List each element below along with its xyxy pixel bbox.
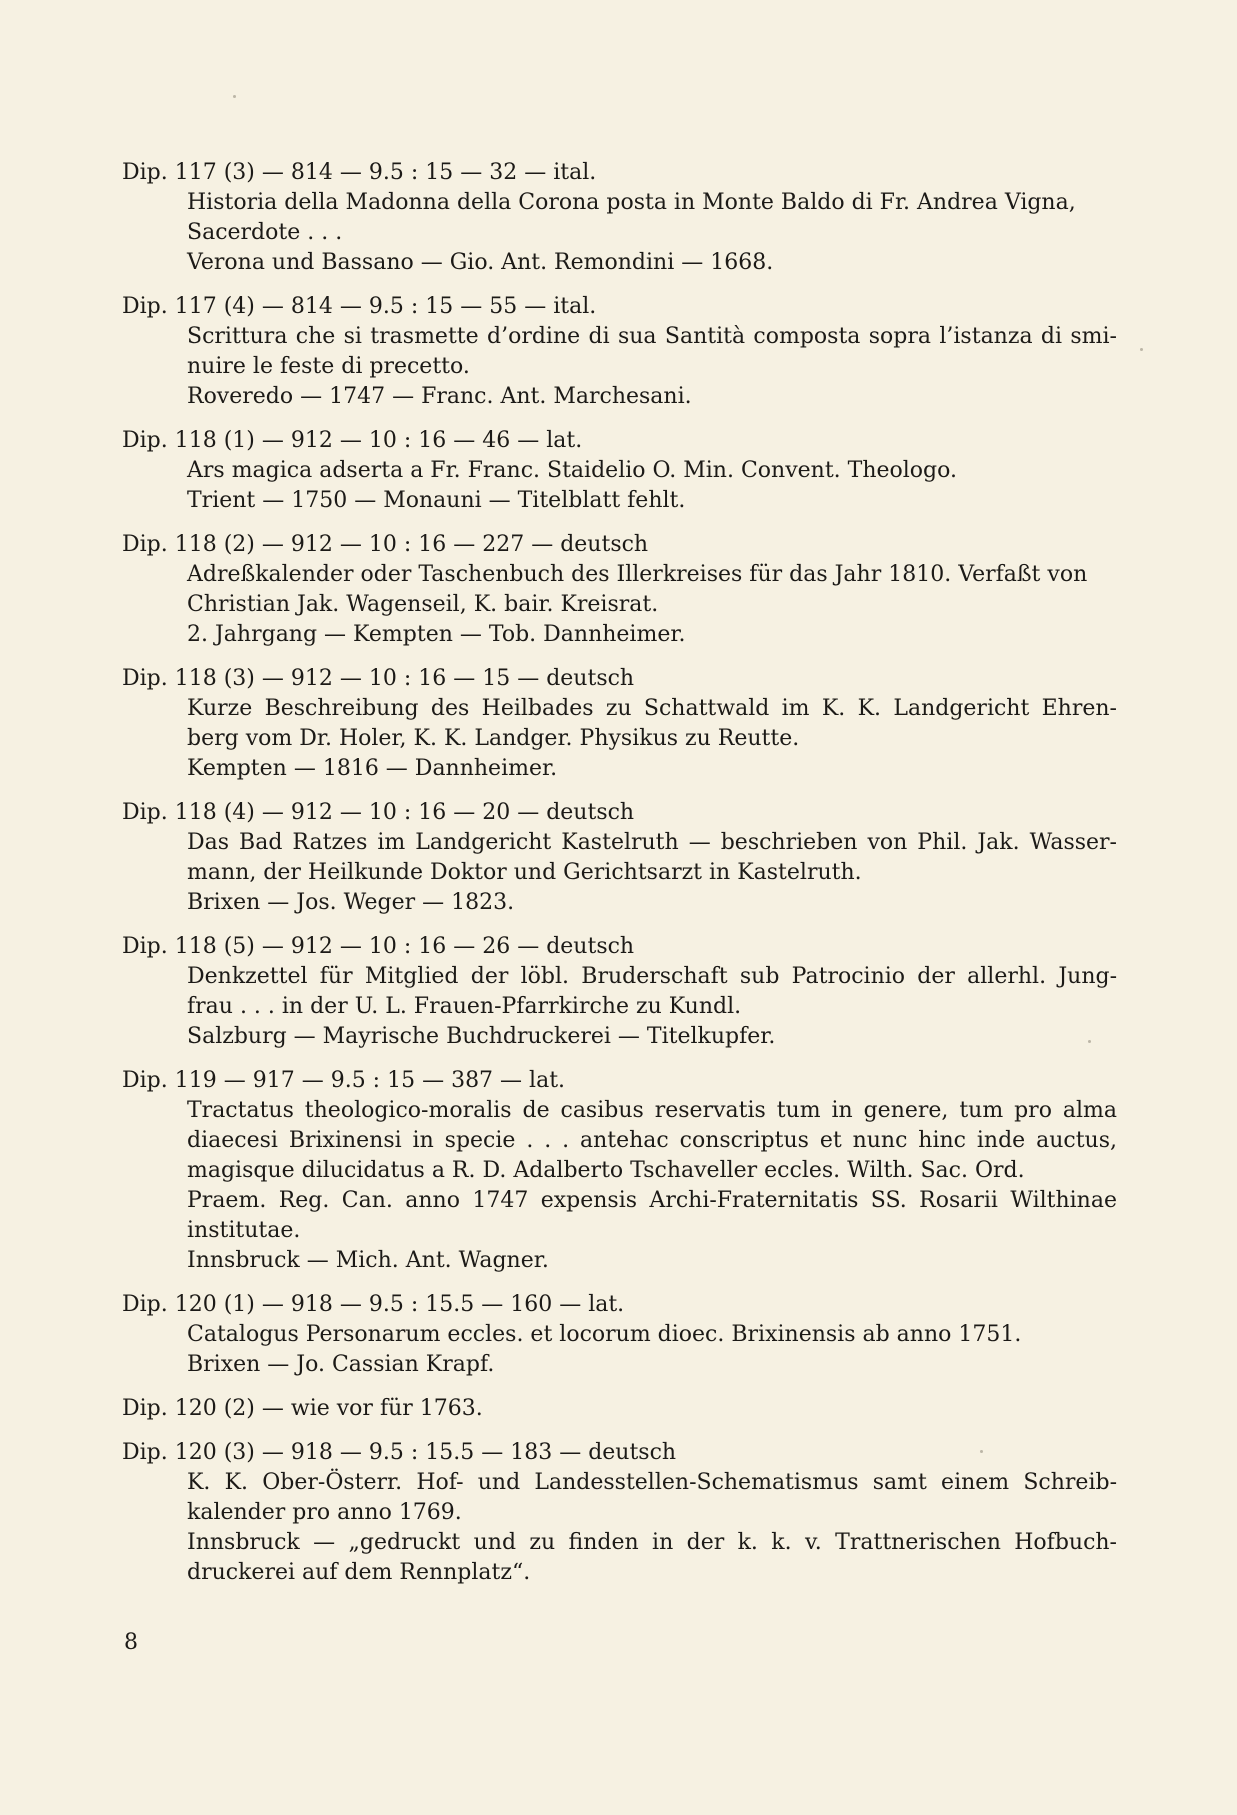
- entry-heading: Dip. 117 (4) — 814 — 9.5 : 15 — 55 — ital.: [122, 294, 597, 319]
- entry-description: [122, 694, 1117, 784]
- entry-heading: Dip. 120 (2) — wie vor für 1763.: [122, 1396, 483, 1421]
- entry-line: mann, der Heilkunde Doktor und Gerichtsarzt in Kastelruth.: [187, 860, 862, 885]
- entry-description: [122, 456, 1117, 516]
- catalog-entries: [122, 158, 1117, 1588]
- entry-description: [122, 1468, 1117, 1588]
- entry-line: Trient — 1750 — Monauni — Titelblatt fehlt.: [187, 488, 686, 513]
- paper-speck: [980, 1450, 983, 1453]
- catalog-entry: [122, 664, 1117, 784]
- entry-line: frau . . . in der U. L. Frauen-Pfarrkirche zu Kundl.: [187, 994, 742, 1019]
- entry-heading: Dip. 120 (3) — 918 — 9.5 : 15.5 — 183 — deutsch: [122, 1440, 677, 1465]
- entry-line: Scrittura che si trasmette d’ordine di sua Santità composta sopra l’istanza di smi-: [187, 324, 1117, 349]
- entry-line: Kempten — 1816 — Dannheimer.: [187, 756, 558, 781]
- entry-description: [122, 188, 1117, 278]
- entry-line: kalender pro anno 1769.: [187, 1500, 462, 1525]
- entry-line: Christian Jak. Wagenseil, K. bair. Kreisrat.: [187, 592, 659, 617]
- entry-line: Brixen — Jo. Cassian Krapf.: [187, 1352, 495, 1377]
- catalog-entry: [122, 530, 1117, 650]
- paper-speck: [1088, 1040, 1091, 1043]
- entry-line: Ars magica adserta a Fr. Franc. Staidelio O. Min. Convent. Theologo.: [187, 458, 957, 483]
- entry-line: Denkzettel für Mitglied der löbl. Bruderschaft sub Patrocinio der allerhl. Jung-: [187, 964, 1117, 989]
- entry-heading: Dip. 119 — 917 — 9.5 : 15 — 387 — lat.: [122, 1068, 566, 1093]
- entry-heading: Dip. 118 (4) — 912 — 10 : 16 — 20 — deutsch: [122, 800, 635, 825]
- entry-line: Tractatus theologico-moralis de casibus reservatis tum in genere, tum pro alma: [187, 1098, 1117, 1123]
- entry-line: Salzburg — Mayrische Buchdruckerei — Titelkupfer.: [187, 1024, 776, 1049]
- entry-line: Verona und Bassano — Gio. Ant. Remondini — 1668.: [187, 250, 774, 275]
- entry-description: [122, 962, 1117, 1052]
- entry-line: Das Bad Ratzes im Landgericht Kastelruth — beschrieben von Phil. Jak. Wasser-: [187, 830, 1117, 855]
- paper-speck: [1140, 348, 1143, 351]
- entry-line: Brixen — Jos. Weger — 1823.: [187, 890, 515, 915]
- entry-line: nuire le feste di precetto.: [187, 354, 470, 379]
- entry-line: magisque dilucidatus a R. D. Adalberto Tschaveller eccles. Wilth. Sac. Ord.: [187, 1158, 1025, 1183]
- entry-line: druckerei auf dem Rennplatz“.: [187, 1560, 531, 1585]
- catalog-entry: [122, 1066, 1117, 1276]
- entry-description: [122, 322, 1117, 412]
- entry-heading: Dip. 118 (1) — 912 — 10 : 16 — 46 — lat.: [122, 428, 583, 453]
- catalog-entry: [122, 1394, 1117, 1424]
- entry-description: [122, 560, 1117, 650]
- entry-line: Roveredo — 1747 — Franc. Ant. Marchesani.: [187, 384, 692, 409]
- entry-heading: Dip. 118 (5) — 912 — 10 : 16 — 26 — deutsch: [122, 934, 635, 959]
- catalog-entry: [122, 798, 1117, 918]
- catalog-entry: [122, 932, 1117, 1052]
- catalog-entry: [122, 292, 1117, 412]
- entry-line: berg vom Dr. Holer, K. K. Landger. Physikus zu Reutte.: [187, 726, 800, 751]
- entry-line: Kurze Beschreibung des Heilbades zu Schattwald im K. K. Landgericht Ehren-: [187, 696, 1117, 721]
- entry-line: 2. Jahrgang — Kempten — Tob. Dannheimer.: [187, 622, 686, 647]
- entry-description: [122, 1320, 1117, 1380]
- entry-line: Innsbruck — Mich. Ant. Wagner.: [187, 1248, 549, 1273]
- page-number: 8: [124, 1630, 138, 1655]
- entry-line: Adreßkalender oder Taschenbuch des Illerkreises für das Jahr 1810. Verfaßt von: [187, 562, 1088, 587]
- entry-description: [122, 1096, 1117, 1276]
- entry-line: institutae.: [187, 1218, 301, 1243]
- entry-line: Historia della Madonna della Corona posta in Monte Baldo di Fr. Andrea Vigna,: [187, 190, 1076, 215]
- catalog-entry: [122, 426, 1117, 516]
- entry-heading: Dip. 120 (1) — 918 — 9.5 : 15.5 — 160 — lat.: [122, 1292, 625, 1317]
- entry-line: Praem. Reg. Can. anno 1747 expensis Archi-Fraternitatis SS. Rosarii Wilthinae: [187, 1188, 1117, 1213]
- entry-heading: Dip. 118 (3) — 912 — 10 : 16 — 15 — deutsch: [122, 666, 635, 691]
- entry-heading: Dip. 118 (2) — 912 — 10 : 16 — 227 — deutsch: [122, 532, 649, 557]
- entry-line: Innsbruck — „gedruckt und zu finden in der k. k. v. Trattnerischen Hofbuch-: [187, 1530, 1117, 1555]
- catalog-entry: [122, 158, 1117, 278]
- entry-line: Catalogus Personarum eccles. et locorum dioec. Brixinensis ab anno 1751.: [187, 1322, 1022, 1347]
- catalog-entry: [122, 1290, 1117, 1380]
- entry-heading: Dip. 117 (3) — 814 — 9.5 : 15 — 32 — ital.: [122, 160, 597, 185]
- entry-line: Sacerdote . . .: [187, 220, 343, 245]
- entry-line: diaecesi Brixinensi in specie . . . antehac conscriptus et nunc hinc inde auctus,: [187, 1128, 1117, 1153]
- catalog-entry: [122, 1438, 1117, 1588]
- entry-line: K. K. Ober-Österr. Hof- und Landesstellen-Schematismus samt einem Schreib-: [187, 1470, 1117, 1495]
- paper-speck: [233, 95, 236, 98]
- entry-description: [122, 828, 1117, 918]
